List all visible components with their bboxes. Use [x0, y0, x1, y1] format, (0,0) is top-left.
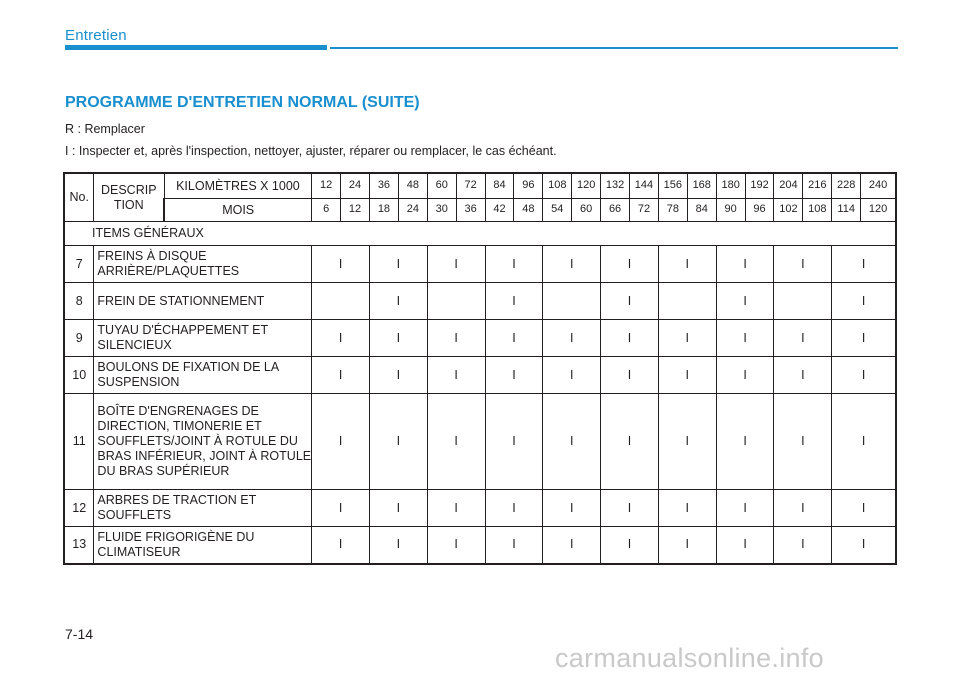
inspection-mark: I — [485, 283, 543, 320]
maintenance-schedule-table — [63, 172, 897, 565]
month-interval-cell: 54 — [543, 199, 572, 222]
group-label: ITEMS GÉNÉRAUX — [64, 222, 896, 246]
item-number: 10 — [64, 357, 94, 394]
inspection-mark: I — [601, 490, 659, 527]
inspection-mark: I — [658, 246, 716, 283]
km-interval-cell: 180 — [716, 173, 745, 199]
km-interval-cell: 240 — [861, 173, 896, 199]
table-row — [64, 320, 896, 357]
header-rule-thin — [330, 47, 898, 49]
inspection-mark: I — [485, 527, 543, 564]
km-interval-cell: 108 — [543, 173, 572, 199]
group-row — [64, 222, 896, 246]
inspection-mark — [658, 283, 716, 320]
km-interval-cell: 132 — [601, 173, 630, 199]
table-row — [64, 490, 896, 527]
inspection-mark: I — [774, 490, 832, 527]
inspection-mark: I — [370, 394, 428, 490]
month-interval-cell: 78 — [658, 199, 687, 222]
month-interval-cell: 84 — [687, 199, 716, 222]
inspection-mark: I — [716, 394, 774, 490]
watermark: carmanualsonline.info — [555, 643, 824, 673]
inspection-mark: I — [716, 246, 774, 283]
inspection-mark: I — [543, 320, 601, 357]
inspection-mark: I — [312, 357, 370, 394]
inspection-mark: I — [370, 357, 428, 394]
item-number: 13 — [64, 527, 94, 564]
month-interval-cell: 24 — [398, 199, 427, 222]
month-interval-cell: 108 — [803, 199, 832, 222]
description-header: DESCRIP TION — [94, 173, 164, 222]
item-description: FLUIDE FRIGORIGÈNE DU CLIMATISEUR — [94, 527, 312, 564]
inspection-mark: I — [658, 490, 716, 527]
inspection-mark: I — [601, 357, 659, 394]
item-description: FREINS À DISQUE ARRIÈRE/PLAQUETTES — [94, 246, 312, 283]
header-rule-thick — [65, 45, 327, 50]
header-row-mois — [64, 199, 896, 222]
inspection-mark: I — [485, 246, 543, 283]
item-number: 8 — [64, 283, 94, 320]
inspection-mark: I — [658, 320, 716, 357]
inspection-mark: I — [716, 490, 774, 527]
month-interval-cell: 48 — [514, 199, 543, 222]
inspection-mark: I — [427, 320, 485, 357]
page-title: PROGRAMME D'ENTRETIEN NORMAL (SUITE) — [65, 94, 420, 111]
inspection-mark: I — [485, 357, 543, 394]
km-interval-cell: 96 — [514, 173, 543, 199]
inspection-mark: I — [370, 283, 428, 320]
inspection-mark: I — [427, 394, 485, 490]
month-interval-cell: 120 — [861, 199, 896, 222]
month-interval-cell: 6 — [312, 199, 341, 222]
page-number: 7-14 — [65, 626, 94, 642]
inspection-mark: I — [427, 527, 485, 564]
km-interval-cell: 12 — [312, 173, 341, 199]
inspection-mark: I — [485, 394, 543, 490]
km-interval-cell: 48 — [398, 173, 427, 199]
inspection-mark: I — [832, 490, 896, 527]
month-interval-cell: 102 — [774, 199, 803, 222]
inspection-mark: I — [658, 357, 716, 394]
inspection-mark: I — [427, 357, 485, 394]
inspection-mark: I — [312, 394, 370, 490]
inspection-mark — [427, 283, 485, 320]
inspection-mark — [543, 283, 601, 320]
inspection-mark: I — [312, 490, 370, 527]
inspection-mark: I — [370, 320, 428, 357]
legend-replace: R : Remplacer — [65, 122, 145, 136]
table-row — [64, 283, 896, 320]
month-interval-cell: 42 — [485, 199, 514, 222]
month-interval-cell: 30 — [427, 199, 456, 222]
inspection-mark: I — [832, 246, 896, 283]
km-interval-cell: 216 — [803, 173, 832, 199]
inspection-mark: I — [832, 320, 896, 357]
km-label: KILOMÈTRES X 1000 — [164, 173, 312, 199]
inspection-mark: I — [716, 357, 774, 394]
item-description: ARBRES DE TRACTION ET SOUFFLETS — [94, 490, 312, 527]
inspection-mark: I — [601, 246, 659, 283]
inspection-mark: I — [716, 527, 774, 564]
inspection-mark: I — [832, 527, 896, 564]
inspection-mark: I — [774, 320, 832, 357]
legend-inspect: I : Inspecter et, après l'inspection, nettoyer, ajuster, réparer ou remplacer, le cas échéant. — [65, 144, 557, 158]
month-interval-cell: 114 — [832, 199, 861, 222]
item-number: 9 — [64, 320, 94, 357]
km-interval-cell: 144 — [630, 173, 659, 199]
inspection-mark: I — [716, 320, 774, 357]
inspection-mark: I — [370, 527, 428, 564]
no-header: No. — [64, 173, 94, 222]
km-interval-cell: 204 — [774, 173, 803, 199]
km-interval-cell: 168 — [687, 173, 716, 199]
inspection-mark — [312, 283, 370, 320]
inspection-mark: I — [312, 527, 370, 564]
table-row — [64, 246, 896, 283]
inspection-mark: I — [832, 394, 896, 490]
km-interval-cell: 72 — [456, 173, 485, 199]
mois-label: MOIS — [164, 199, 312, 222]
inspection-mark: I — [601, 320, 659, 357]
item-number: 12 — [64, 490, 94, 527]
km-interval-cell: 84 — [485, 173, 514, 199]
month-interval-cell: 66 — [601, 199, 630, 222]
item-number: 11 — [64, 394, 94, 490]
inspection-mark: I — [716, 283, 774, 320]
inspection-mark: I — [543, 357, 601, 394]
section-label: Entretien — [65, 27, 127, 44]
month-interval-cell: 60 — [572, 199, 601, 222]
month-interval-cell: 36 — [456, 199, 485, 222]
inspection-mark: I — [312, 320, 370, 357]
inspection-mark: I — [427, 490, 485, 527]
inspection-mark: I — [658, 527, 716, 564]
item-number: 7 — [64, 246, 94, 283]
month-interval-cell: 18 — [370, 199, 399, 222]
km-interval-cell: 36 — [370, 173, 399, 199]
inspection-mark: I — [485, 490, 543, 527]
inspection-mark: I — [312, 246, 370, 283]
month-interval-cell: 96 — [745, 199, 774, 222]
km-interval-cell: 228 — [832, 173, 861, 199]
inspection-mark: I — [601, 394, 659, 490]
inspection-mark: I — [658, 394, 716, 490]
inspection-mark — [774, 283, 832, 320]
month-interval-cell: 90 — [716, 199, 745, 222]
inspection-mark: I — [601, 283, 659, 320]
inspection-mark: I — [543, 246, 601, 283]
item-description: BOULONS DE FIXATION DE LA SUSPENSION — [94, 357, 312, 394]
item-description: FREIN DE STATIONNEMENT — [94, 283, 312, 320]
inspection-mark: I — [370, 490, 428, 527]
km-interval-cell: 24 — [341, 173, 370, 199]
inspection-mark: I — [774, 246, 832, 283]
inspection-mark: I — [543, 490, 601, 527]
inspection-mark: I — [427, 246, 485, 283]
inspection-mark: I — [832, 283, 896, 320]
inspection-mark: I — [543, 527, 601, 564]
inspection-mark: I — [832, 357, 896, 394]
km-interval-cell: 120 — [572, 173, 601, 199]
month-interval-cell: 72 — [630, 199, 659, 222]
month-interval-cell: 12 — [341, 199, 370, 222]
km-interval-cell: 60 — [427, 173, 456, 199]
inspection-mark: I — [601, 527, 659, 564]
header-row-km — [64, 173, 896, 199]
inspection-mark: I — [774, 357, 832, 394]
table-row — [64, 357, 896, 394]
inspection-mark: I — [774, 527, 832, 564]
item-description: TUYAU D'ÉCHAPPEMENT ET SILENCIEUX — [94, 320, 312, 357]
km-interval-cell: 192 — [745, 173, 774, 199]
item-description: BOÎTE D'ENGRENAGES DE DIRECTION, TIMONERIE ET SOUFFLETS/JOINT À ROTULE DU BRAS INFÉRIEUR, JOINT À ROTULE DU BRAS SUPÉRIEUR — [94, 394, 312, 490]
inspection-mark: I — [774, 394, 832, 490]
table-row — [64, 394, 896, 490]
table-row — [64, 527, 896, 564]
inspection-mark: I — [543, 394, 601, 490]
inspection-mark: I — [485, 320, 543, 357]
km-interval-cell: 156 — [658, 173, 687, 199]
inspection-mark: I — [370, 246, 428, 283]
